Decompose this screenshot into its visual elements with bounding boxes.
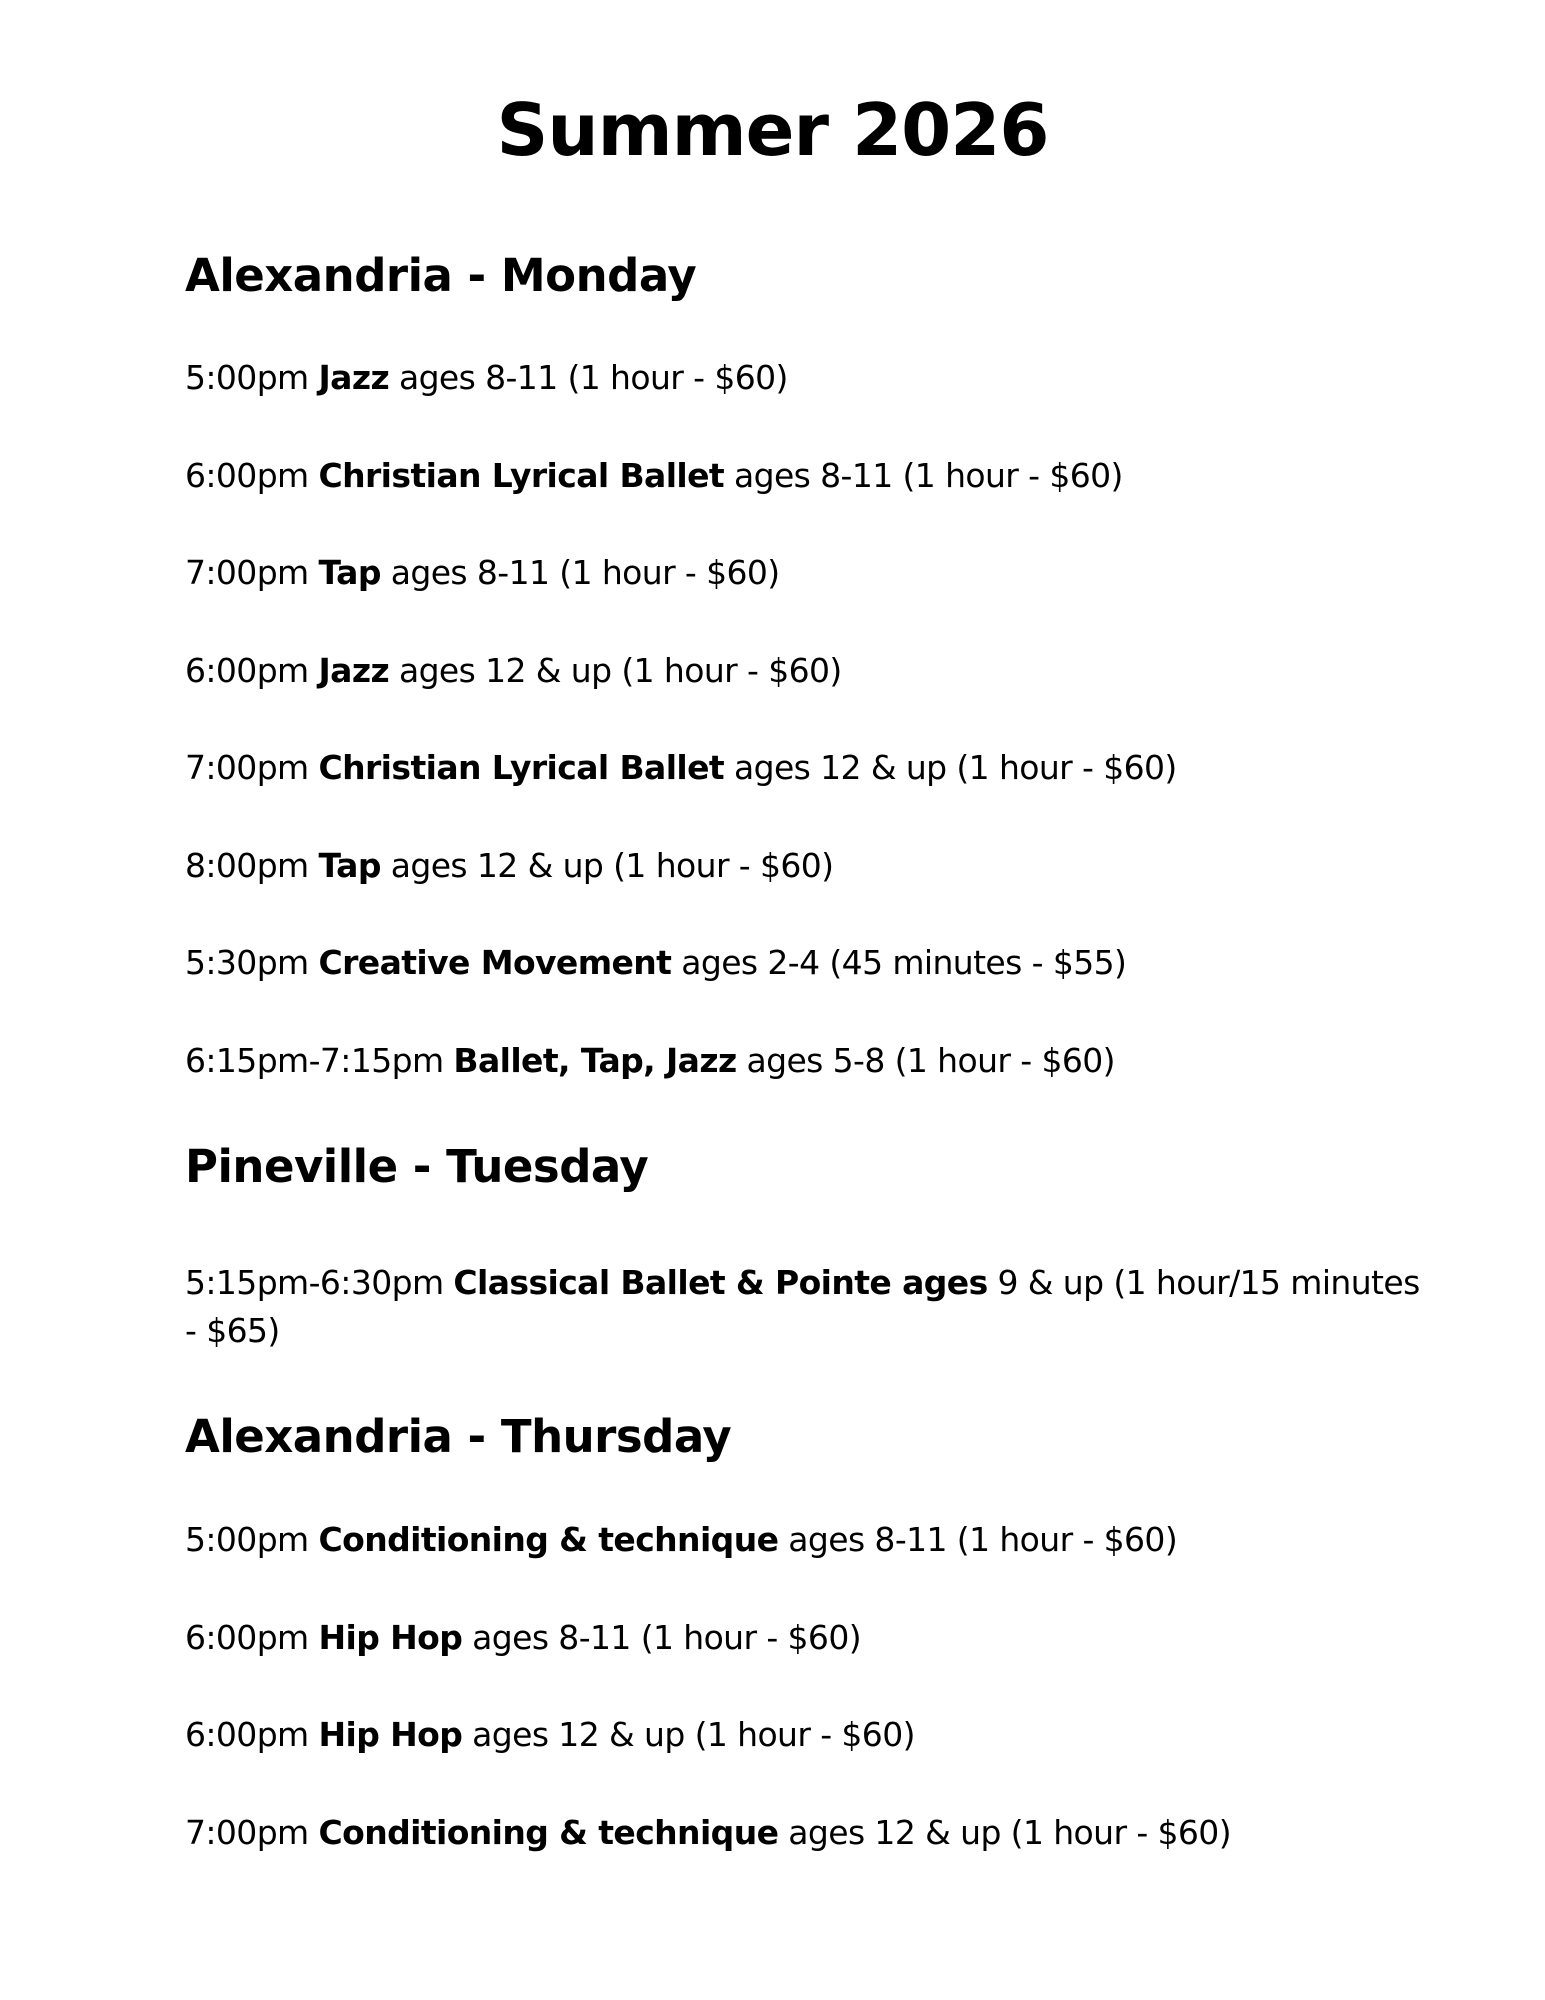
entry-details: ages 8-11 (1 hour - $60): [788, 1520, 1178, 1559]
section-heading-alexandria-monday: Alexandria - Monday: [185, 249, 697, 302]
entry-details: ages 8-11 (1 hour - $60): [390, 553, 780, 592]
entry-time: 5:00pm: [185, 358, 309, 397]
entry-time: 6:00pm: [185, 1715, 309, 1754]
entry-details: ages 8-11 (1 hour - $60): [472, 1618, 861, 1657]
entry-class: Hip Hop: [318, 1715, 463, 1754]
entry-time: 6:00pm: [185, 456, 309, 495]
entry-class: Classical Ballet & Pointe ages: [453, 1263, 988, 1302]
schedule-entry: [185, 452, 1430, 500]
entry-time: 5:00pm: [185, 1520, 309, 1559]
schedule-entry: [185, 647, 1430, 695]
entry-details: ages 2-4 (45 minutes - $55): [681, 943, 1127, 982]
entry-time: 8:00pm: [185, 846, 309, 885]
entry-details: 9 & up (1 hour/15 minutes - $65): [185, 1263, 1420, 1350]
entry-time: 7:00pm: [185, 1813, 309, 1852]
entry-class: Christian Lyrical Ballet: [318, 748, 725, 787]
schedule-entry: [185, 1259, 1430, 1355]
entry-details: ages 12 & up (1 hour - $60): [398, 651, 842, 690]
entry-time: 5:15pm-6:30pm: [185, 1263, 444, 1302]
schedule-entry: [185, 1516, 1430, 1564]
entry-details: ages 5-8 (1 hour - $60): [746, 1041, 1115, 1080]
schedule-entry: [185, 549, 1430, 597]
schedule-entry: [185, 842, 1430, 890]
schedule-entry: [185, 939, 1430, 987]
entry-details: ages 12 & up (1 hour - $60): [733, 748, 1177, 787]
entry-class: Ballet, Tap, Jazz: [453, 1041, 737, 1080]
schedule-entry: [185, 1711, 1430, 1759]
schedule-entry: [185, 1614, 1430, 1662]
entry-class: Creative Movement: [318, 943, 672, 982]
page-title: Summer 2026: [496, 88, 1049, 172]
entry-time: 7:00pm: [185, 553, 309, 592]
entry-class: Tap: [318, 553, 381, 592]
entry-class: Tap: [318, 846, 381, 885]
entry-details: ages 12 & up (1 hour - $60): [788, 1813, 1231, 1852]
entry-details: ages 12 & up (1 hour - $60): [472, 1715, 915, 1754]
section-heading-alexandria-thursday: Alexandria - Thursday: [185, 1410, 732, 1463]
entry-class: Jazz: [318, 651, 390, 690]
schedule-entry: [185, 354, 1430, 402]
entry-class: Conditioning & technique: [318, 1813, 779, 1852]
entry-time: 6:15pm-7:15pm: [185, 1041, 444, 1080]
entry-time: 6:00pm: [185, 651, 309, 690]
section-heading-pineville-tuesday: Pineville - Tuesday: [185, 1140, 649, 1193]
entry-time: 7:00pm: [185, 748, 309, 787]
entry-time: 5:30pm: [185, 943, 309, 982]
schedule-entry: [185, 744, 1430, 792]
entry-time: 6:00pm: [185, 1618, 309, 1657]
entry-class: Conditioning & technique: [318, 1520, 779, 1559]
entry-class: Christian Lyrical Ballet: [318, 456, 725, 495]
entry-class: Jazz: [318, 358, 390, 397]
entry-details: ages 8-11 (1 hour - $60): [733, 456, 1123, 495]
entry-class: Hip Hop: [318, 1618, 463, 1657]
schedule-entry: [185, 1037, 1430, 1085]
schedule-entry: [185, 1809, 1430, 1857]
entry-details: ages 8-11 (1 hour - $60): [398, 358, 788, 397]
entry-details: ages 12 & up (1 hour - $60): [390, 846, 834, 885]
